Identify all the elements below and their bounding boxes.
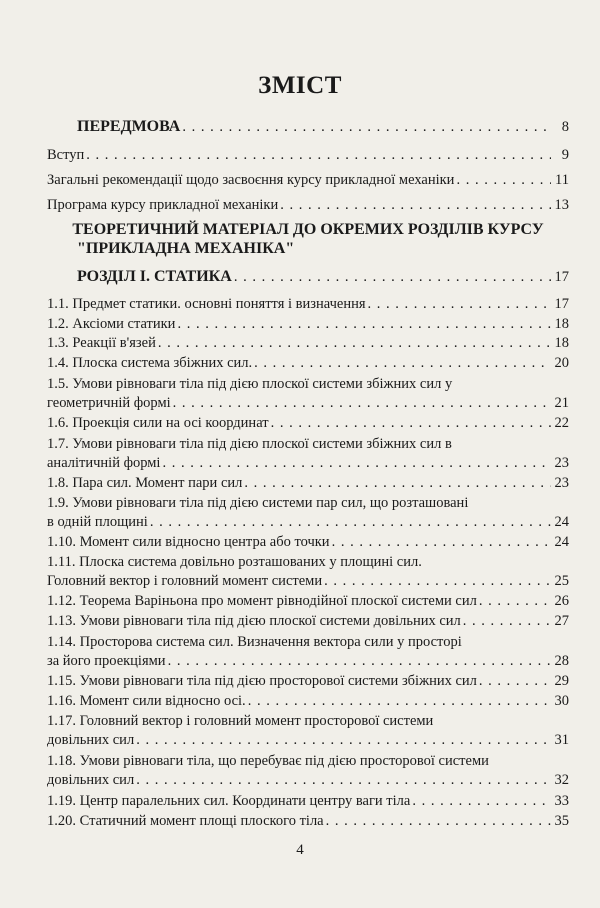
toc-entry-label: 1.14. Просторова система сил. Визначення вектора сили у просторі: [47, 634, 462, 650]
toc-entry-label-cont: довільних сил: [47, 732, 135, 748]
toc-entry-page: 24: [554, 534, 569, 550]
toc-entry-page: 31: [554, 732, 569, 748]
toc-entry-1-3[interactable]: [47, 334, 569, 353]
toc-entry-label: 1.12. Теорема Варіньона про момент рівнодійної плоскої системи сил: [47, 593, 477, 609]
toc-entry-1-18[interactable]: [47, 752, 569, 790]
toc-entry-1-13[interactable]: [47, 612, 569, 631]
toc-entry-1-11[interactable]: [47, 553, 569, 591]
toc-entry-label: 1.1. Предмет статики. основні поняття і визначення: [47, 296, 366, 312]
toc-entry-label: 1.3. Реакції в'язей: [47, 335, 156, 351]
toc-entry-label: 1.10. Момент сили відносно центра або точки: [47, 534, 330, 550]
toc-entry-page: 17: [554, 269, 569, 285]
toc-entry-label: ПЕРЕДМОВА: [77, 118, 181, 135]
toc-entry-label: 1.6. Проекція сили на осі координат: [47, 415, 269, 431]
toc-entry-1-10[interactable]: [47, 533, 569, 552]
dot-leader: [456, 171, 551, 190]
dot-leader: [162, 454, 551, 473]
toc-entry-label: 1.4. Плоска система збіжних сил.: [47, 355, 253, 371]
toc-entry-page: 17: [554, 296, 569, 312]
page-title: ЗМІСТ: [258, 72, 342, 99]
toc-entry-1-2[interactable]: [47, 315, 569, 334]
toc-entry-1-9[interactable]: [47, 494, 569, 532]
dot-leader: [412, 792, 551, 811]
toc-entry-page: 27: [554, 613, 569, 629]
toc-entry-page: 29: [554, 673, 569, 689]
toc-entry-1-20[interactable]: [47, 812, 569, 831]
dot-leader: [173, 394, 551, 413]
toc-entry-page: 8: [561, 119, 569, 135]
toc-entry-page: 23: [554, 455, 569, 471]
toc-entry-1-6[interactable]: [47, 414, 569, 433]
toc-entry-label: 1.13. Умови рівноваги тіла під дією плоскої системи довільних сил: [47, 613, 461, 629]
dot-leader: [158, 334, 551, 353]
dot-leader: [177, 315, 551, 334]
toc-entry-label: Вступ: [47, 147, 85, 163]
toc-entry-1-4[interactable]: [47, 354, 569, 373]
toc-entry-page: 13: [554, 197, 569, 213]
toc-entry-page: 9: [561, 147, 569, 163]
dot-leader: [463, 612, 551, 631]
toc-entry-label-cont: аналітичній формі: [47, 455, 161, 471]
dot-leader: [244, 474, 551, 493]
dot-leader: [182, 118, 551, 137]
toc-entry-label: 1.17. Головний вектор і головний момент просторової системи: [47, 713, 434, 729]
toc-entry-label: 1.16. Момент сили відносно осі.: [47, 693, 246, 709]
dot-leader: [136, 731, 551, 750]
toc-entry-page: 26: [554, 593, 569, 609]
dot-leader: [324, 572, 551, 591]
toc-entry-page: 28: [554, 653, 569, 669]
dot-leader: [168, 652, 551, 671]
toc-entry-chapter-1[interactable]: [47, 267, 569, 287]
toc-entry-page: 18: [554, 316, 569, 332]
dot-leader: [332, 533, 551, 552]
toc-entry-label: 1.7. Умови рівноваги тіла під дією плоскої системи збіжних сил в: [47, 436, 452, 452]
toc-entry-label: 1.2. Аксіоми статики: [47, 316, 176, 332]
section-heading: [47, 220, 569, 258]
dot-leader: [280, 196, 551, 215]
toc-entry-1-1[interactable]: [47, 295, 569, 314]
toc-entry-label: 1.11. Плоска система довільно розташованих у площині сил.: [47, 554, 422, 570]
toc-entry-label: 1.15. Умови рівноваги тіла під дією просторової системи збіжних сил: [47, 673, 477, 689]
toc-entry-page: 18: [554, 335, 569, 351]
toc-entry-page: 11: [555, 172, 569, 188]
toc-entry-label-cont: Головний вектор і головний момент системи: [47, 573, 323, 589]
toc-entry-1-12[interactable]: [47, 592, 569, 611]
toc-entry-label: 1.8. Пара сил. Момент пари сил: [47, 475, 243, 491]
toc-entry-page: 25: [554, 573, 569, 589]
toc-entry-page: 30: [554, 693, 569, 709]
section-heading-line2: "ПРИКЛАДНА МЕХАНІКА": [77, 240, 295, 257]
toc-entry-label: 1.5. Умови рівноваги тіла під дією плоскої системи збіжних сил у: [47, 376, 453, 392]
dot-leader: [136, 771, 551, 790]
toc-entry-label: 1.18. Умови рівноваги тіла, що перебуває під дією просторової системи: [47, 753, 489, 769]
toc-entry-label-cont: довільних сил: [47, 772, 135, 788]
toc-entry-page: 32: [554, 772, 569, 788]
dot-leader: [248, 692, 551, 711]
toc-entry-label-cont: геометричній формі: [47, 395, 171, 411]
toc-entry-page: 35: [554, 813, 569, 829]
toc-entry-label-cont: в одній площині: [47, 514, 148, 530]
toc-entry-1-5[interactable]: [47, 375, 569, 413]
toc-entry-page: 21: [554, 395, 569, 411]
toc-entry-1-16[interactable]: [47, 692, 569, 711]
toc-entry-page: 20: [554, 355, 569, 371]
dot-leader: [368, 295, 551, 314]
dot-leader: [254, 354, 551, 373]
toc-entry-1-7[interactable]: [47, 435, 569, 473]
toc-entry-label-cont: за його проекціями: [47, 653, 166, 669]
dot-leader: [234, 268, 551, 287]
dot-leader: [479, 592, 551, 611]
toc-entry-1-8[interactable]: [47, 474, 569, 493]
dot-leader: [479, 672, 551, 691]
toc-entry-intro[interactable]: [47, 146, 569, 165]
toc-entry-1-14[interactable]: [47, 633, 569, 671]
toc-entry-label: Програма курсу прикладної механіки: [47, 197, 279, 213]
toc-entry-label: 1.20. Статичний момент площі плоского тіла: [47, 813, 324, 829]
toc-entry-1-19[interactable]: [47, 792, 569, 811]
dot-leader: [326, 812, 551, 831]
toc-entry-page: 24: [554, 514, 569, 530]
toc-entry-label: РОЗДІЛ І. СТАТИКА: [77, 268, 232, 285]
toc-entry-page: 23: [554, 475, 569, 491]
toc-entry-label: 1.19. Центр паралельних сил. Координати центру ваги тіла: [47, 793, 411, 809]
toc-entry-foreword[interactable]: [47, 117, 569, 137]
toc-entry-recommendations[interactable]: [47, 171, 569, 190]
toc-entry-page: 22: [554, 415, 569, 431]
toc-entry-page: 33: [554, 793, 569, 809]
dot-leader: [271, 414, 551, 433]
dot-leader: [150, 513, 551, 532]
page-number: 4: [296, 842, 304, 858]
toc-entry-label: 1.9. Умови рівноваги тіла під дією системи пар сил, що розташовані: [47, 495, 469, 511]
toc-entry-1-15[interactable]: [47, 672, 569, 691]
toc-entry-label: Загальні рекомендації щодо засвоєння курсу прикладної механіки: [47, 172, 455, 188]
toc-entry-program[interactable]: [47, 196, 569, 215]
toc-entry-1-17[interactable]: [47, 712, 569, 750]
section-heading-line1: ТЕОРЕТИЧНИЙ МАТЕРІАЛ ДО ОКРЕМИХ РОЗДІЛІВ КУРСУ: [72, 221, 544, 238]
dot-leader: [86, 146, 551, 165]
